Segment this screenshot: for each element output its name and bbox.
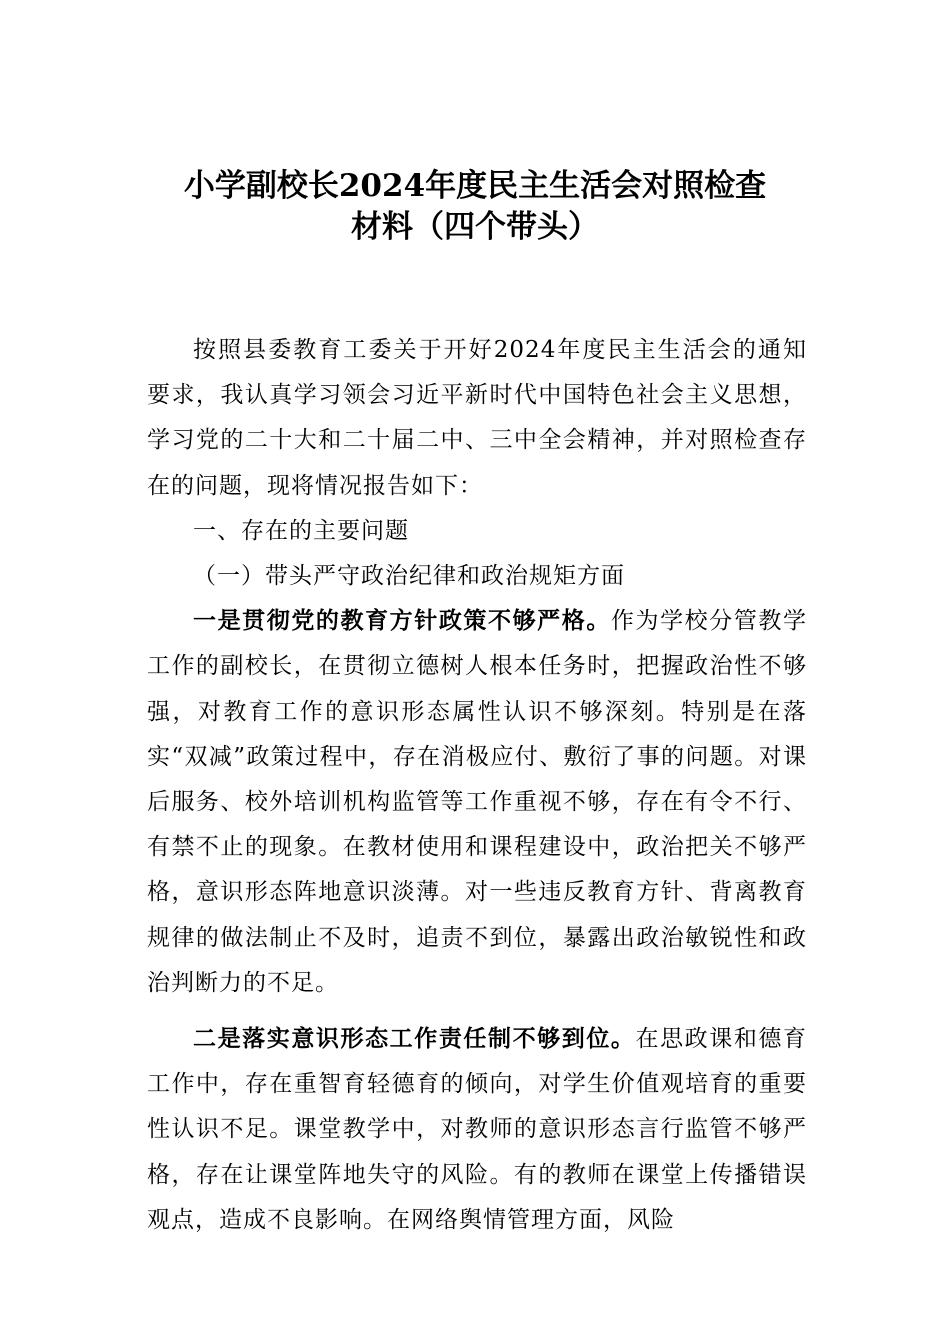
- issue-1-lead: 一是贯彻党的教育方针政策不够严格。: [193, 608, 611, 635]
- issue-2-lead: 二是落实意识形态工作责任制不够到位。: [193, 1026, 636, 1053]
- section-heading-problems: 一、存在的主要问题: [193, 517, 409, 544]
- document-title-line-1: 小学副校长2024年度民主生活会对照检查: [183, 168, 767, 204]
- issue-1-body: 作为学校分管教学工作的副校长，在贯彻立德树人根本任务时，把握政治性不够强，对教育工作的意识形态属性认识不够深刻。特别是在落实“双减”政策过程中，存在消极应付、敷衍了事的问题。对课后服务、校外培训机构监管等工作重视不够，存在有令不行、有禁不止的现象。在教材使用和课程建设中，政治把关不够严格，意识形态阵地意识淡薄。对一些违反教育方针、背离教育规律的做法制止不及时，追责不到位，暴露出政治敏锐性和政治判断力的不足。: [147, 608, 808, 996]
- document-body: [147, 328, 807, 1243]
- issue-paragraph-2: [147, 1017, 807, 1243]
- issue-2-body: 在思政课和德育工作中，存在重智育轻德育的倾向，对学生价值观培育的重要性认识不足。课堂教学中，对教师的意识形态言行监管不够严格，存在让课堂阵地失守的风险。有的教师在课堂上传播错误观点，造成不良影响。在网络舆情管理方面，风险: [147, 1026, 808, 1233]
- subsection-heading-political-discipline: （一）带头严守政治纪律和政治规矩方面: [193, 563, 625, 590]
- intro-paragraph: 按照县委教育工委关于开好2024年度民主生活会的通知要求，我认真学习领会习近平新时代中国特色社会主义思想，学习党的二十大和二十届二中、三中全会精神，并对照检查存在的问题，现将情况报告如下：: [147, 337, 807, 499]
- document-title-line-2: 材料（四个带头）: [351, 209, 599, 245]
- issue-paragraph-1: [147, 599, 807, 1006]
